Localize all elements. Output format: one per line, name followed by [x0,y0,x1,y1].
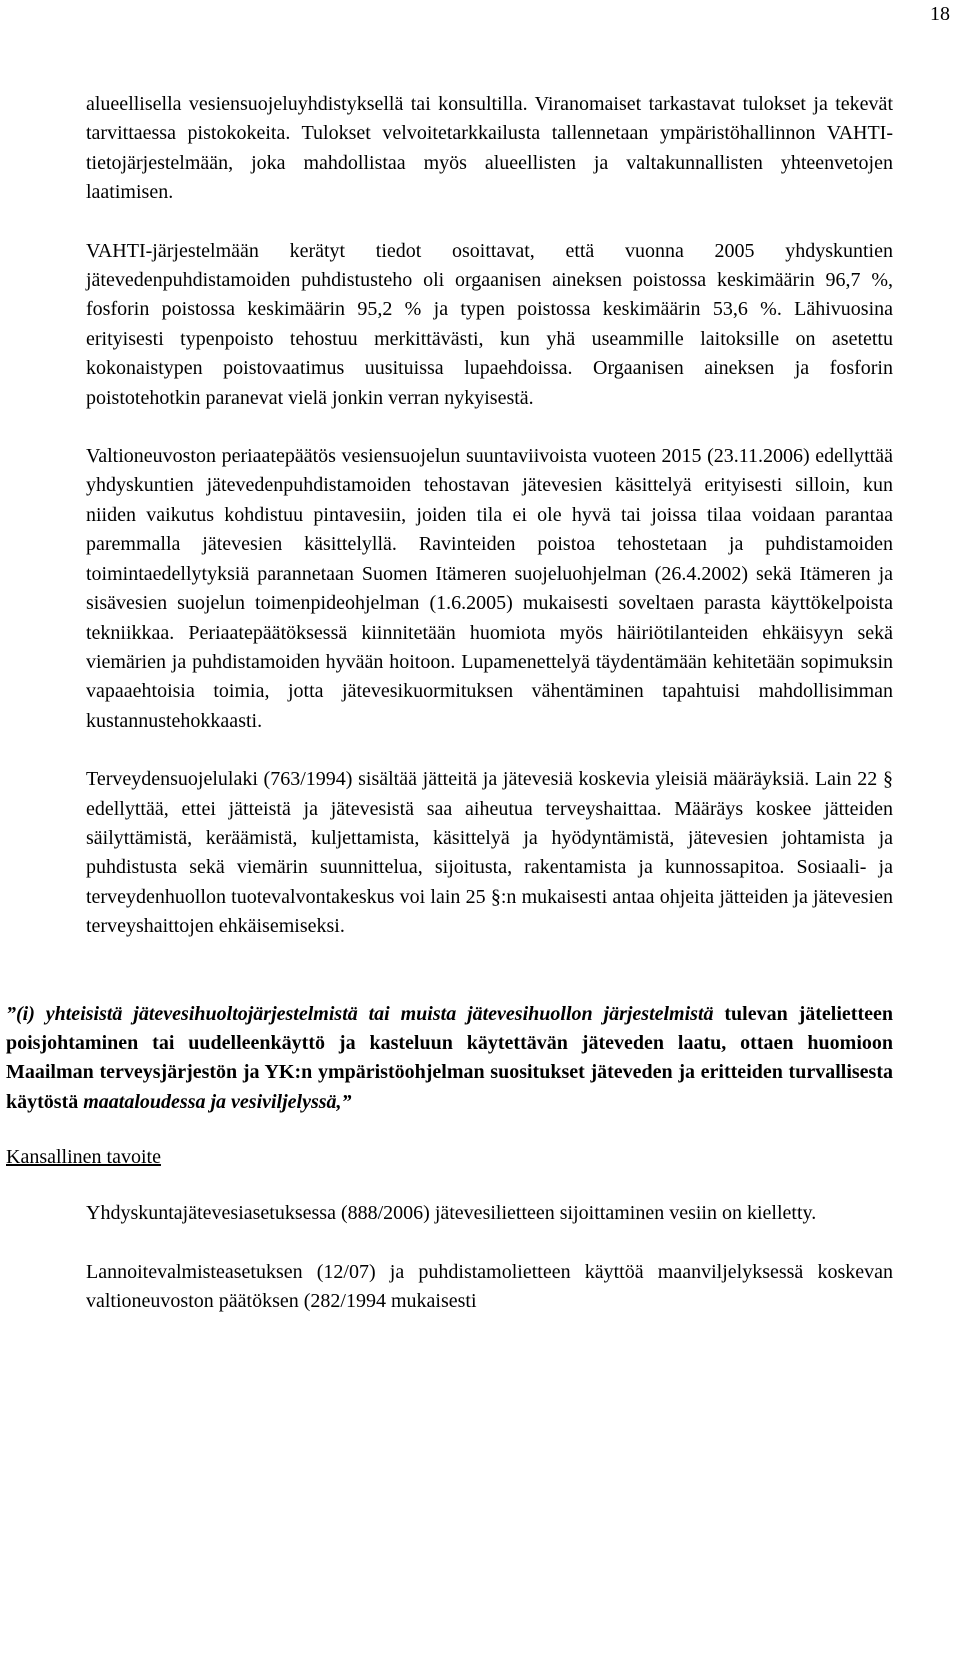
paragraph-treatment-efficiency: VAHTI-järjestelmään kerätyt tiedot osoittavat, että vuonna 2005 yhdyskuntien jätevedenpuhdistamoiden puhdistusteho oli orgaanisen aineksen poistossa keskimäärin 96,7 %, fosforin poistossa keskimäärin 95,2 % ja typen poistossa keskimäärin 53,6 %. Lähivuosina erityisesti typenpoisto tehostuu merkittävästi, kun yhä useammille laitoksille on asetettu kokonaistypen poistovaatimus uusituissa lupaehdoissa. Orgaanisen aineksen ja fosforin poistotehotkin paranevat vielä jonkin verran nykyisestä. [86,239,893,409]
quote-italic-end: maataloudessa ja vesiviljelyssä,” [83,1090,352,1113]
page-number: 18 [930,3,950,25]
section-heading [0,1143,960,1172]
section-heading-text: Kansallinen tavoite [6,1146,161,1169]
paragraph-health-protection-act: Terveydensuojelulaki (763/1994) sisältää jätteitä ja jätevesiä koskevia yleisiä määräyksiä. Lain 22 § edellyttää, ettei jätteistä ja jätevesistä saa aiheutua terveyshaittaa. Määräys koskee jätteiden säilyttämistä, keräämistä, kuljettamista, käsittelyä ja hyödyntämistä, jätevesien johtamista ja puhdistusta sekä viemärin suunnittelua, sijoitusta, rakentamista ja kunnossapitoa. Sosiaali- ja terveydenhuollon tuotevalvontakeskus voi lain 25 §:n mukaisesti antaa ohjeita jätteiden ja jätevesien terveyshaittojen ehkäisemiseksi. [86,768,893,938]
paragraph-vahti-results: alueellisella vesiensuojeluyhdistyksellä tai konsultilla. Viranomaiset tarkastavat tulokset ja tekevät tarvittaessa pistokokeita. Tulokset velvoitetarkkailusta tallennetaan ympäristöhallinnon VAHTI-tietojärjestelmään, joka mahdollistaa myös alueellisten ja valtakunnallisten yhteenvetojen laatimisen. [86,93,893,204]
quote-italic-start: ”(i) yhteisistä jätevesihuoltojärjestelmistä tai muista jätevesihuollon järjestelmistä [6,1002,714,1025]
paragraph-sludge-ban: Yhdyskuntajätevesiasetuksessa (888/2006) jätevesilietteen sijoittaminen vesiin on kielletty. [86,1202,817,1225]
paragraph-fertilizer-decree: Lannoitevalmisteasetuksen (12/07) ja puhdistamolietteen käyttöä maanviljelyksessä koskevan valtioneuvoston päätöksen (282/1994 mukaisesti [86,1260,893,1312]
target-quote [0,1000,960,1118]
document-body [0,90,960,1345]
quote-bold-middle: tulevan jätelietteen poisjohtaminen tai uudelleenkäyttö ja kasteluun käytettävän jäteveden laatu, ottaen huomioon Maailman terveysjärjestön ja YK:n ympäristöohjelman suositukset jäteveden ja eritteiden turvallisesta käytöstä [6,1002,893,1113]
paragraph-government-resolution: Valtioneuvoston periaatepäätös vesiensuojelun suuntaviivoista vuoteen 2015 (23.11.2006) edellyttää yhdyskuntien jätevedenpuhdistamoiden tehostavan jätevesien käsittelyä erityisesti silloin, kun niiden vaikutus kohdistuu pintavesiin, joiden tila ei ole hyvä tai joissa tilaa voidaan parantaa paremmalla jätevesien käsittelyllä. Ravinteiden poistoa tehostetaan ja puhdistamoiden toimintaedellytyksiä parannetaan Suomen Itämeren suojeluohjelman (26.4.2002) sekä Itämeren ja sisävesien suojelun toimenpideohjelman (1.6.2005) mukaisesti soveltaen parasta käyttökelpoista tekniikkaa. Periaatepäätöksessä kiinnitetään huomiota myös häiriötilanteiden ehkäisyyn sekä viemärien ja puhdistamoiden hyvään hoitoon. Lupamenettelyä täydentämään kehitetään sopimuksin vapaaehtoisia toimia, jotta jätevesikuormituksen vähentäminen tapahtuisi mahdollisimman kustannustehokkaasti. [86,445,893,732]
